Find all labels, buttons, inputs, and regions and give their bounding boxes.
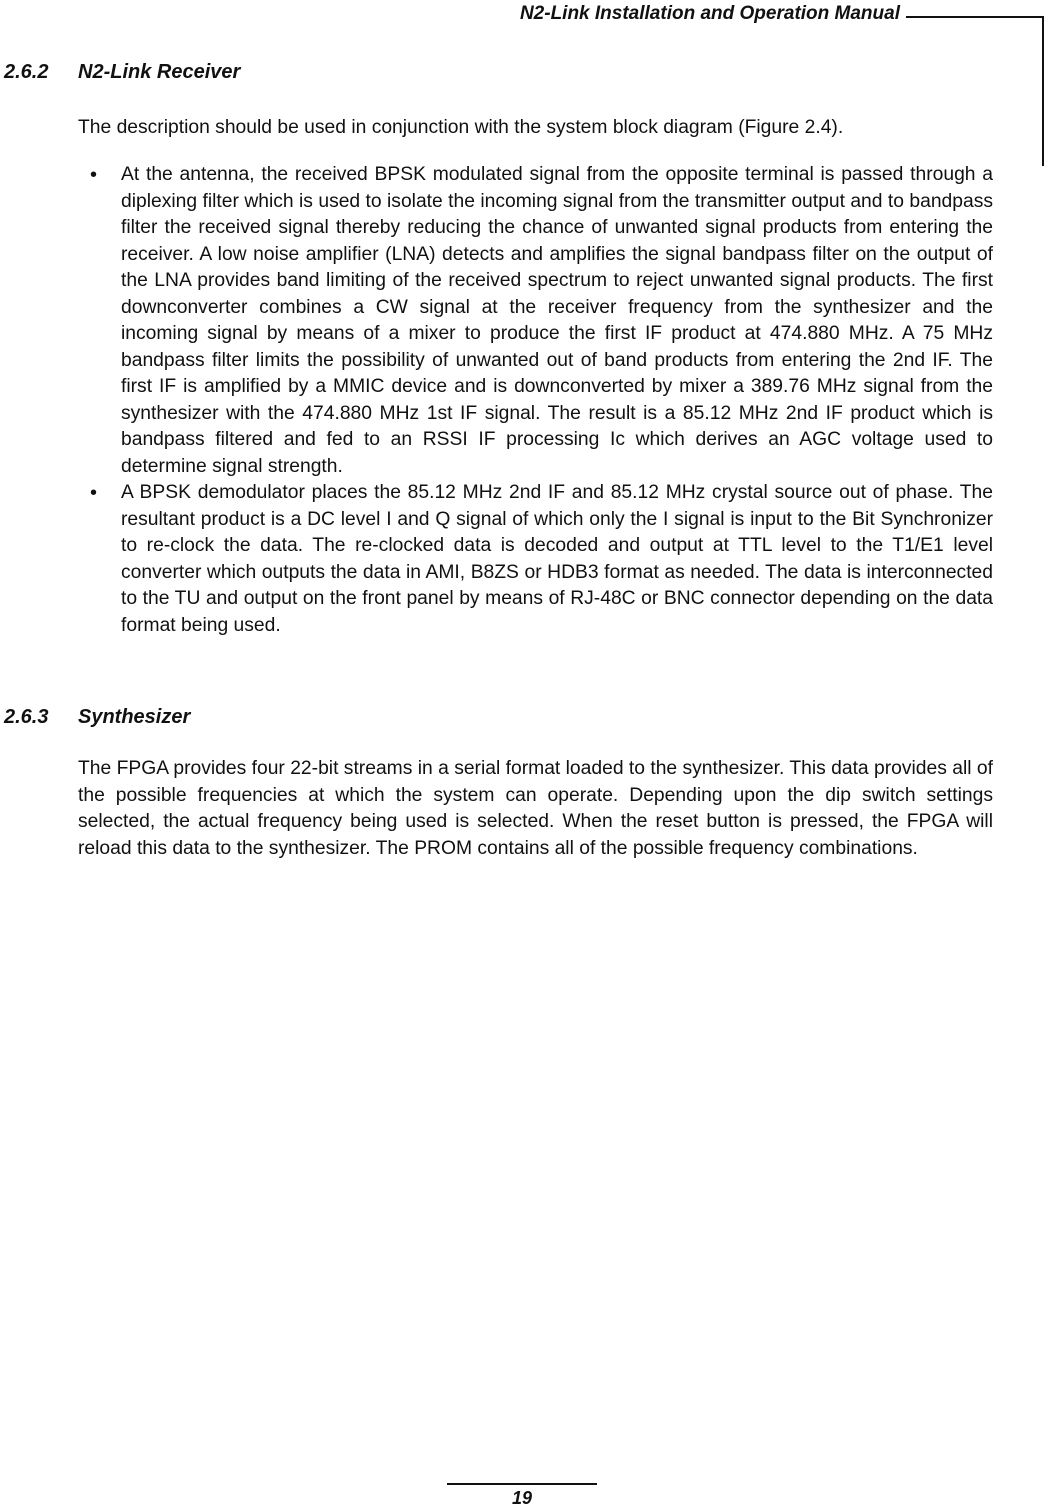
section-number: 2.6.2: [4, 61, 49, 83]
section-heading-synthesizer: [4, 706, 190, 729]
header-vertical-rule: [1042, 16, 1044, 166]
synthesizer-paragraph: The FPGA provides four 22-bit streams in a serial format loaded to the synthesizer. This data provides all of the possible frequencies at which the system can operate. Depending upon the dip switch settings selected, the actual frequency being used is selected. When the reset button is pressed, the FPGA will reload this data to the synthesizer. The PROM contains all of the possible frequency combinations.: [78, 758, 993, 859]
bullet-icon: •: [90, 482, 98, 504]
bullet-text: A BPSK demodulator places the 85.12 MHz 2nd IF and 85.12 MHz crystal source out of phase. The resultant product is a DC level I and Q signal of which only the I signal is input to the Bit Synchronizer to re-clock the data. The re-clocked data is decoded and output at TTL level to the T1/E1 level converter which outputs the data in AMI, B8ZS or HDB3 format as needed. The data is interconnected to the TU and output on the front panel by means of RJ-48C or BNC connector depending on the data format being used.: [121, 482, 993, 636]
manual-title: N2-Link Installation and Operation Manual: [519, 3, 900, 24]
footer-rule: [447, 1483, 597, 1485]
page-number: 19: [511, 1488, 533, 1508]
bullet-text: At the antenna, the received BPSK modulated signal from the opposite terminal is passed through a diplexing filter which is used to isolate the incoming signal from the transmitter output and to bandpass filter the received signal thereby reducing the chance of unwanted signal products from entering the receiver. A low noise amplifier (LNA) detects and amplifies the signal bandpass filter on the output of the LNA provides band limiting of the received spectrum to reject unwanted signal products. The first downconverter combines a CW signal at the receiver frequency from the synthesizer and the incoming signal by means of a mixer to produce the first IF product at 474.880 MHz. A 75 MHz bandpass filter limits the possibility of unwanted out of band products from entering the 2nd IF. The first IF is amplified by a MMIC device and is downconverted by mixer a 389.76 MHz signal from the synthesizer with the 474.880 MHz 1st IF signal. The result is a 85.12 MHz 2nd IF product which is bandpass filtered and fed to an RSSI IF processing Ic which derives an AGC voltage used to determine signal strength.: [121, 164, 993, 477]
section-number: 2.6.3: [4, 706, 49, 728]
section-title: Synthesizer: [78, 706, 191, 728]
bullet-icon: •: [90, 164, 98, 186]
section-heading-receiver: [4, 61, 240, 84]
list-item: [90, 162, 993, 480]
header-rule: [906, 16, 1044, 18]
receiver-bullet-list: [90, 162, 993, 639]
list-item: [90, 480, 993, 639]
receiver-intro-paragraph: The description should be used in conjunction with the system block diagram (Figure 2.4).: [78, 117, 844, 138]
section-title: N2-Link Receiver: [78, 61, 241, 83]
